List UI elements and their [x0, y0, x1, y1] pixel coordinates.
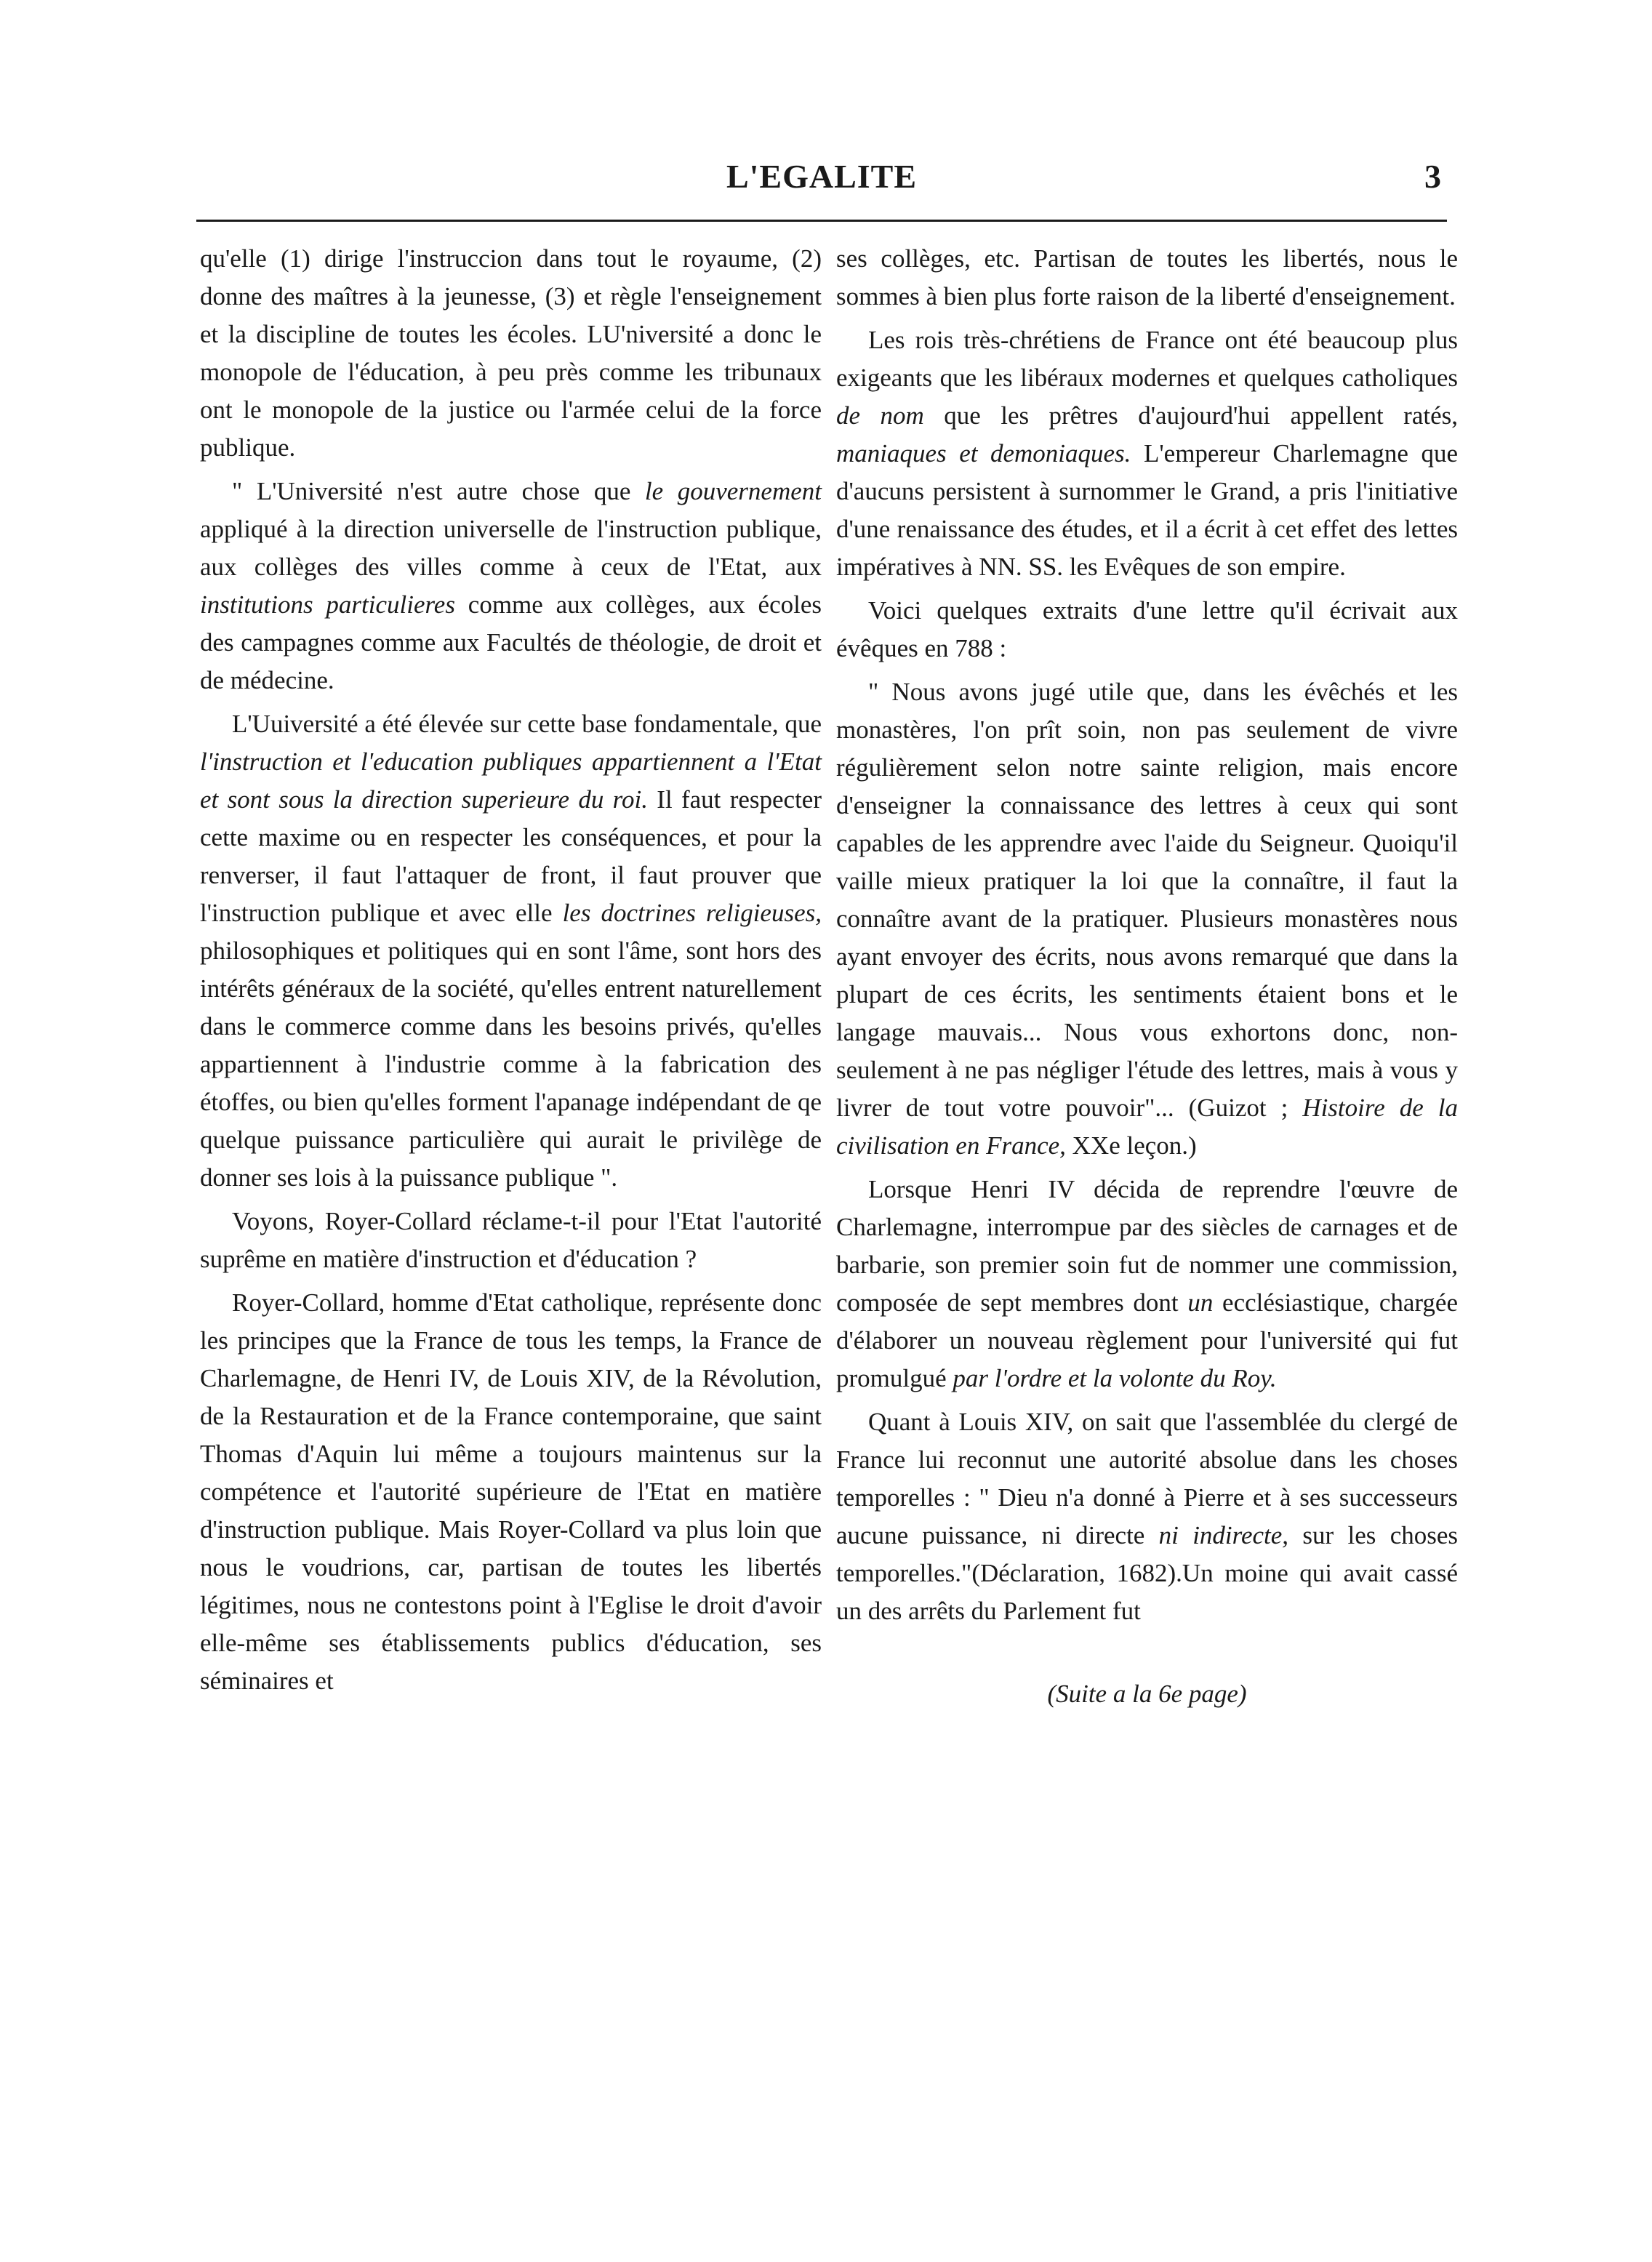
- left-paragraph-4: Voyons, Royer-Collard réclame-t-il pour l'Etat l'autorité suprême en matière d'instruction et d'éducation ?: [200, 1207, 822, 1273]
- left-paragraph-2: [200, 473, 822, 699]
- newspaper-title: L'EGALITE: [726, 158, 918, 195]
- text-run: que les prêtres d'aujourd'hui appellent ratés,: [923, 401, 1458, 430]
- text-run: philosophiques et politiques qui en sont l'âme, sont hors des intérêts généraux de la société, qu'elles entrent naturellement dans le commerce comme dans les besoins privés, qu'elles appartiennent à l'industrie comme à la fabrication des étoffes, ou bien qu'elles forment l'apanage indépendant de qe quelque puissance particulière qui aurait le privilège de donner ses lois à la puissance publique ".: [200, 937, 822, 1192]
- continuation-note: (Suite a la 6e page): [1047, 1680, 1247, 1708]
- text-run: Lorsque Henri IV décida de reprendre l'œuvre de Charlemagne, interrompue par des siècles de carnages et de barbarie, son premier soin fut de nommer une commission, composée de sept membres dont: [836, 1175, 1458, 1317]
- text-run: L'Uuiversité a été élevée sur cette base fondamentale, que: [232, 710, 822, 738]
- text-run: Il faut respecter cette maxime ou en respecter les conséquences, et pour la renverser, il faut l'attaquer de front, il faut prouver que l'instruction publique et avec elle: [200, 785, 822, 927]
- text-run: appliqué à la direction universelle de l'instruction publique, aux collèges des villes comme à ceux de l'Etat, aux: [200, 515, 822, 581]
- left-paragraph-5: Royer-Collard, homme d'Etat catholique, représente donc les principes que la France de tous les temps, la France de Charlemagne, de Henri IV, de Louis XIV, de la Révolution, de la Restauration et de la France contemporaine, que saint Thomas d'Aquin lui même a toujours maintenus sur la compétence et l'autorité supérieure de l'Etat en matière d'instruction publique. Mais Royer-Collard va plus loin que nous le voudrions, car, partisan de toutes les libertés légitimes, nous ne contestons point à l'Eglise le droit d'avoir elle-même ses établissements publics d'éducation, ses séminaires et: [200, 1288, 822, 1695]
- italic-run: les doctrines religieuses,: [562, 899, 822, 927]
- text-run: comme aux collèges, aux écoles des campagnes comme aux Facultés de théologie, de droit et de médecine.: [200, 590, 822, 694]
- text-run: Les rois très-chrétiens de France ont été beaucoup plus exigeants que les libéraux modernes et quelques catholiques: [836, 326, 1458, 392]
- italic-run: institutions particulieres: [200, 590, 455, 619]
- italic-run: de nom: [836, 401, 924, 430]
- text-run: Quant à Louis XIV, on sait que l'assemblée du clergé de France lui reconnut une autorité absolue dans les choses temporelles : " Dieu n'a donné à Pierre et à ses successeurs aucune puissance, ni directe: [836, 1408, 1458, 1549]
- italic-run: un: [1187, 1288, 1214, 1317]
- text-run: " L'Université n'est autre chose que: [232, 477, 645, 505]
- right-column: [836, 240, 1458, 1713]
- right-paragraph-2: [836, 321, 1458, 586]
- right-paragraph-6: [836, 1403, 1458, 1630]
- header-rule: [196, 220, 1447, 222]
- text-run: L'empereur Charlemagne que d'aucuns persistent à surnommer le Grand, a pris l'initiative d'une renaissance des études, et il a écrit à cet effet des lettes impératives à NN. SS. les Evêques de son empire.: [836, 439, 1458, 581]
- italic-run: maniaques et demoniaques.: [836, 439, 1131, 468]
- left-column: [200, 240, 822, 1706]
- left-paragraph-1: qu'elle (1) dirige l'instruccion dans tout le royaume, (2) donne des maîtres à la jeunesse, (3) et règle l'enseignement et la discipline de toutes les écoles. LU'niversité a donc le monopole de l'éducation, à peu près comme les tribunaux ont le monopole de la justice ou l'armée celui de la force publique.: [200, 244, 822, 462]
- left-paragraph-3: [200, 705, 822, 1197]
- text-run: ecclésiastique, chargée d'élaborer un nouveau règlement pour l'université qui fut promulgué: [836, 1288, 1458, 1392]
- page-header: [196, 144, 1447, 224]
- text-run: XXe leçon.): [1065, 1131, 1197, 1160]
- text-run: sur les choses temporelles."(Déclaration, 1682).Un moine qui avait cassé un des arrêts du Parlement fut: [836, 1521, 1459, 1625]
- italic-run: ni indirecte,: [1158, 1521, 1289, 1549]
- italic-run: le gouvernement: [644, 477, 822, 505]
- italic-run: par l'ordre et la volonte du Roy.: [953, 1364, 1277, 1392]
- right-paragraph-1: ses collèges, etc. Partisan de toutes les libertés, nous le sommes à bien plus forte raison de la liberté d'enseignement.: [836, 244, 1458, 310]
- right-paragraph-4: [836, 673, 1458, 1165]
- page-number: 3: [1424, 158, 1441, 195]
- italic-run: l'instruction et l'education publiques appartiennent a l'Etat et sont sous la direction superieure du roi.: [200, 747, 822, 814]
- right-paragraph-3: Voici quelques extraits d'une lettre qu'il écrivait aux évêques en 788 :: [836, 596, 1458, 662]
- italic-run: Histoire de la civilisation en France,: [836, 1094, 1458, 1160]
- text-run: " Nous avons jugé utile que, dans les évêchés et les monastères, l'on prît soin, non pas seulement de vivre régulièrement selon notre sainte religion, mais encore d'enseigner la connaissance des lettres à ceux qui sont capables de les apprendre avec l'aide du Seigneur. Quoiqu'il vaille mieux pratiquer la loi que la connaître, il faut la connaître avant de la pratiquer. Plusieurs monastères nous ayant envoyer des écrits, nous avons remarqué que dans la plupart de ces écrits, les sentiments étaient bons et le langage mauvais... Nous vous exhortons donc, non-seulement à ne pas négliger l'étude des lettres, mais à vous y livrer de tout votre pouvoir"... (Guizot ;: [836, 678, 1458, 1122]
- right-paragraph-5: [836, 1171, 1458, 1397]
